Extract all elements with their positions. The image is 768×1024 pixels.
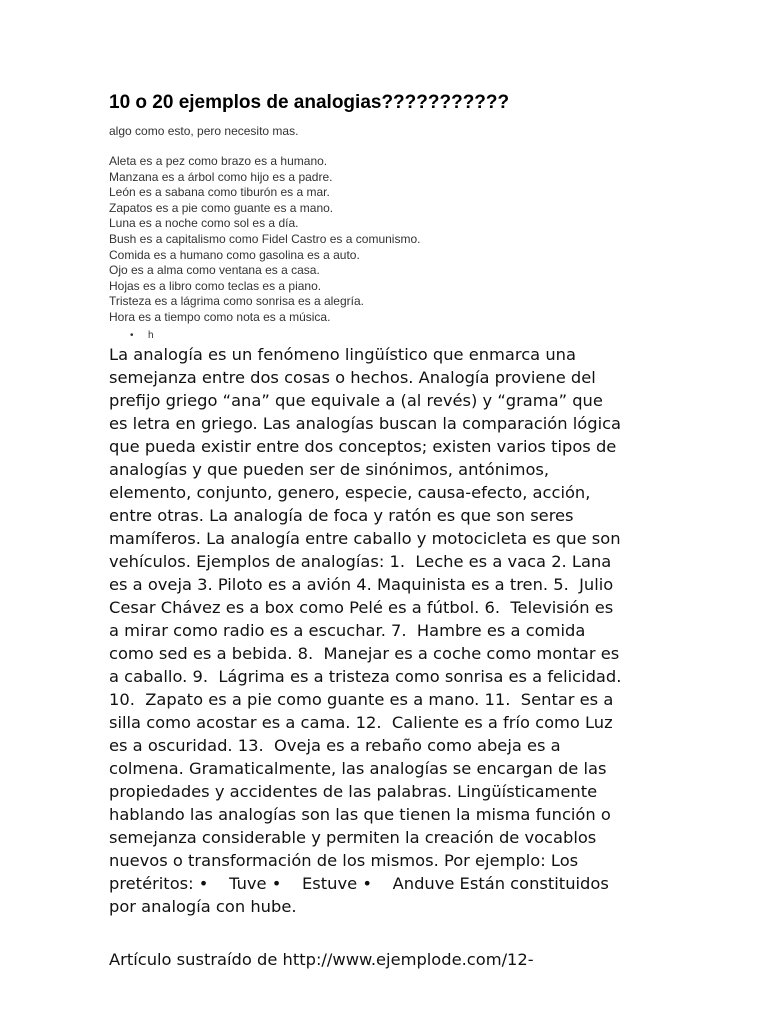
source-line: Artículo sustraído de http://www.ejemplode.com/12- xyxy=(109,950,534,969)
body-line: silla como acostar es a cama. 12. Caliente es a frío como Luz xyxy=(109,713,613,732)
list-item: Manzana es a árbol como hijo es a padre. xyxy=(109,169,333,184)
body-line: elemento, conjunto, genero, especie, causa-efecto, acción, xyxy=(109,483,591,502)
list-item: Ojo es a alma como ventana es a casa. xyxy=(109,263,320,278)
list-item: Hojas es a libro como teclas es a piano. xyxy=(109,278,322,293)
list-item: León es a sabana como tiburón es a mar. xyxy=(109,185,330,200)
body-line: entre otras. La analogía de foca y ratón es que son seres xyxy=(109,506,574,525)
body-line: propiedades y accidentes de las palabras. Lingüísticamente xyxy=(109,782,598,801)
body-line: vehículos. Ejemplos de analogías: 1. Leche es a vaca 2. Lana xyxy=(109,552,612,571)
bullet-text: h xyxy=(148,330,154,341)
body-line: Cesar Chávez es a box como Pelé es a fútbol. 6. Televisión es xyxy=(109,598,614,617)
bullet-item xyxy=(130,329,154,343)
body-line: mamíferos. La analogía entre caballo y motocicleta es que son xyxy=(109,529,621,548)
bullet-icon: • xyxy=(130,330,134,341)
body-line: es a oveja 3. Piloto es a avión 4. Maquinista es a tren. 5. Julio xyxy=(109,575,614,594)
body-line: semejanza entre dos cosas o hechos. Analogía proviene del xyxy=(109,368,596,387)
list-item: Luna es a noche como sol es a día. xyxy=(109,216,299,231)
list-item: Tristeza es a lágrima como sonrisa es a alegría. xyxy=(109,294,364,309)
body-line: a mirar como radio es a escuchar. 7. Hambre es a comida xyxy=(109,621,586,640)
page-title: 10 o 20 ejemplos de analogias??????????? xyxy=(109,92,510,113)
body-line: a caballo. 9. Lágrima es a tristeza como sonrisa es a felicidad. xyxy=(109,667,622,686)
body-line: que pueda existir entre dos conceptos; existen varios tipos de xyxy=(109,437,617,456)
body-line: semejanza considerable y permiten la creación de vocablos xyxy=(109,828,597,847)
list-item: Bush es a capitalismo como Fidel Castro es a comunismo. xyxy=(109,231,421,246)
body-line: es a oscuridad. 13. Oveja es a rebaño como abeja es a xyxy=(109,736,561,755)
example-list xyxy=(109,154,420,326)
list-item: Aleta es a pez como brazo es a humano. xyxy=(109,154,328,168)
body-line: analogías y que pueden ser de sinónimos, antónimos, xyxy=(109,460,550,479)
body-line: nuevos o transformación de los mismos. Por ejemplo: Los xyxy=(109,851,579,870)
body-paragraph xyxy=(109,343,669,918)
body-line: La analogía es un fenómeno lingüístico que enmarca una xyxy=(109,345,576,364)
list-item: Zapatos es a pie como guante es a mano. xyxy=(109,200,334,215)
body-line: pretéritos: • Tuve • Estuve • Anduve Están constituidos xyxy=(109,874,609,893)
body-line: hablando las analogías son las que tienen la misma función o xyxy=(109,805,611,824)
list-item: Hora es a tiempo como nota es a música. xyxy=(109,309,331,324)
body-line: como sed es a bebida. 8. Manejar es a coche como montar es xyxy=(109,644,620,663)
body-line: 10. Zapato es a pie como guante es a mano. 11. Sentar es a xyxy=(109,690,614,709)
body-line: colmena. Gramaticalmente, las analogías se encargan de las xyxy=(109,759,607,778)
body-line: por analogía con hube. xyxy=(109,897,297,916)
body-line: es letra en griego. Las analogías buscan la comparación lógica xyxy=(109,414,622,433)
body-line: prefijo griego “ana” que equivale a (al revés) y “grama” que xyxy=(109,391,603,410)
list-item: Comida es a humano como gasolina es a auto. xyxy=(109,247,360,262)
intro-text: algo como esto, pero necesito mas. xyxy=(109,124,299,138)
